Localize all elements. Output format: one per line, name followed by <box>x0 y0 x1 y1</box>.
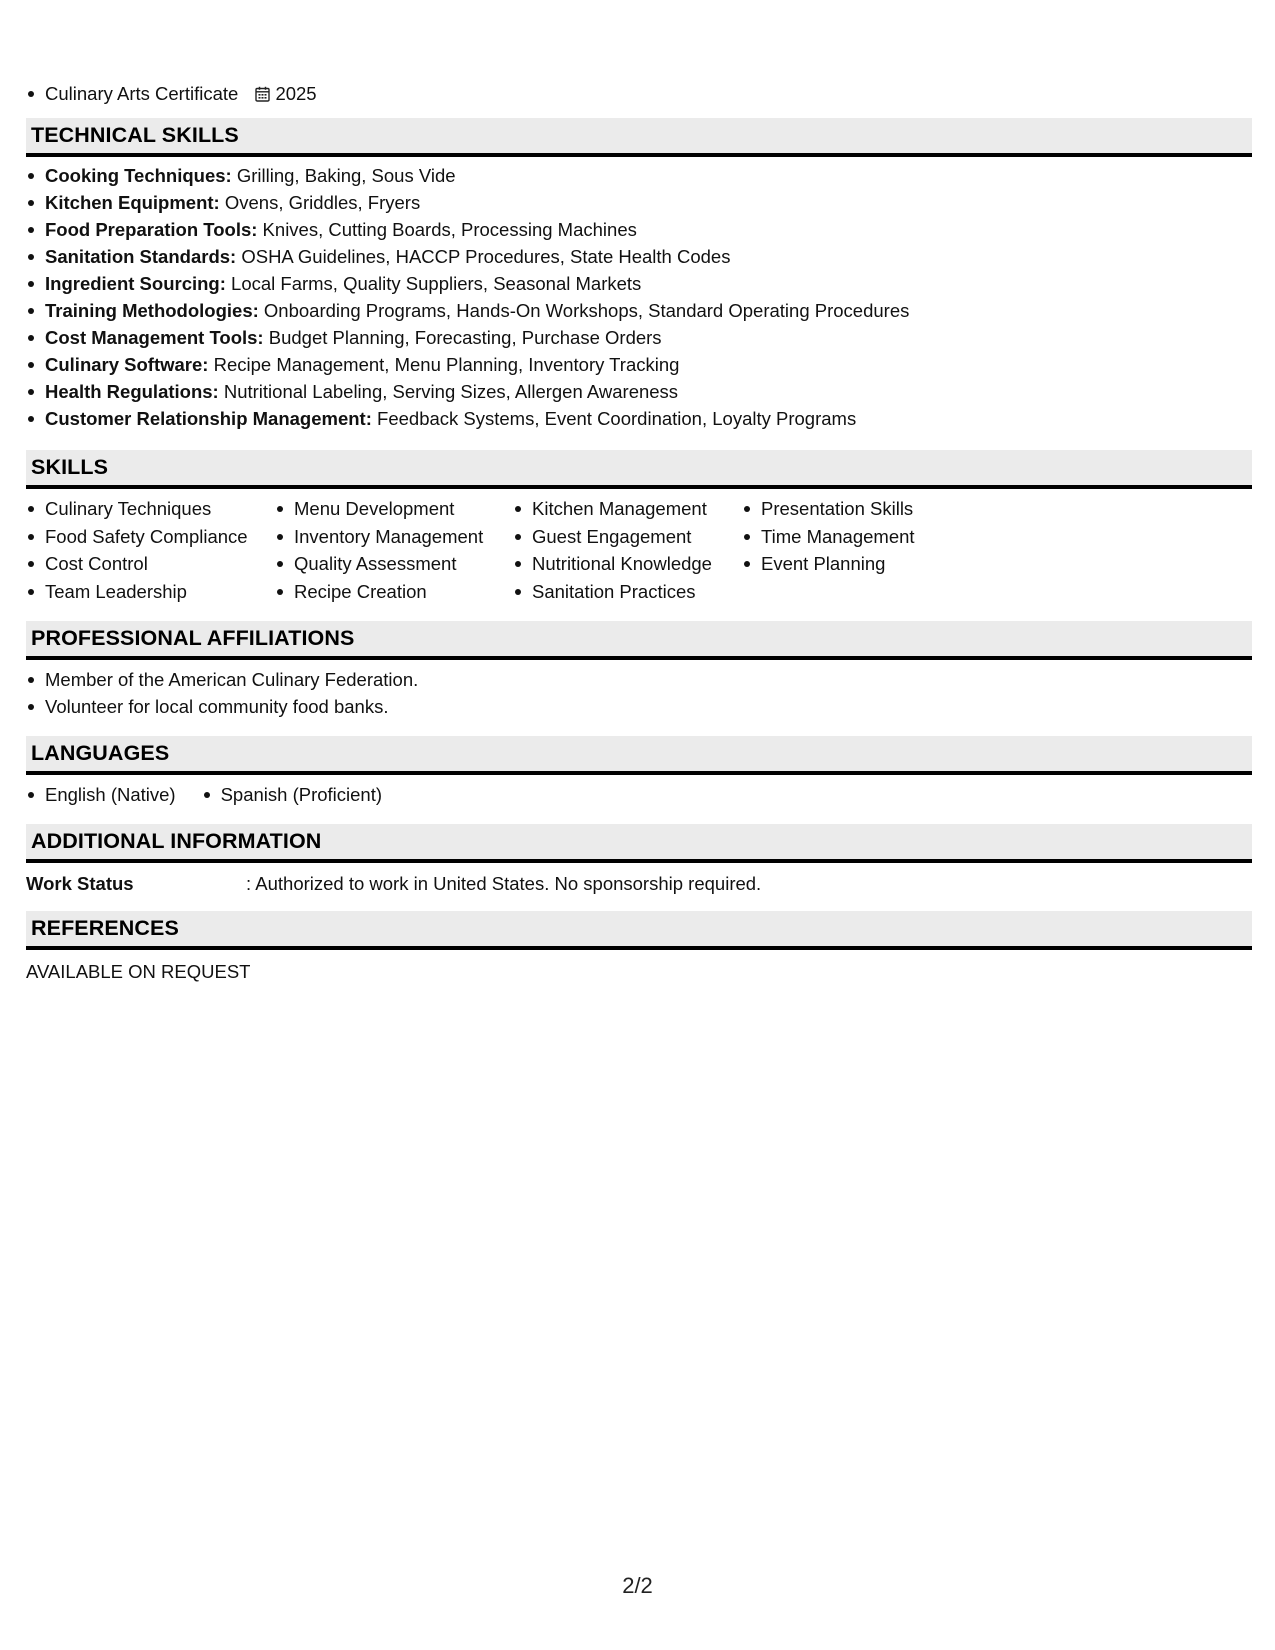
skill-category: Culinary Software: <box>45 354 209 375</box>
affiliations-heading: PROFESSIONAL AFFILIATIONS <box>26 621 1252 660</box>
references-text: AVAILABLE ON REQUEST <box>26 961 251 982</box>
technical-skills-section <box>26 118 1252 432</box>
skill-item: Time Management <box>742 523 942 551</box>
skill-category: Cooking Techniques: <box>45 165 232 186</box>
work-status-value: : Authorized to work in United States. No sponsorship required. <box>246 873 762 894</box>
additional-info-heading: ADDITIONAL INFORMATION <box>26 824 1252 863</box>
skill-item: Menu Development <box>275 495 513 523</box>
skill-item: Quality Assessment <box>275 550 513 578</box>
skill-category: Kitchen Equipment: <box>45 192 220 213</box>
skill-item: Cost Control <box>26 550 275 578</box>
skill-values: Knives, Cutting Boards, Processing Machines <box>257 219 637 240</box>
technical-skill-item <box>26 216 1252 243</box>
skill-values: Budget Planning, Forecasting, Purchase Orders <box>263 327 662 348</box>
work-status-row <box>26 863 1252 897</box>
skill-category: Customer Relationship Management: <box>45 408 372 429</box>
skill-category: Sanitation Standards: <box>45 246 237 267</box>
affiliations-section <box>26 621 1252 720</box>
skill-values: Grilling, Baking, Sous Vide <box>231 165 456 186</box>
affiliation-item: Member of the American Culinary Federation. <box>26 666 1252 693</box>
skill-item: Recipe Creation <box>275 578 513 606</box>
certification-item <box>26 80 317 107</box>
skill-category: Health Regulations: <box>45 381 219 402</box>
skills-section <box>26 450 1252 605</box>
language-item: Spanish (Proficient) <box>202 781 382 808</box>
language-item: English (Native) <box>26 781 176 808</box>
references-heading: REFERENCES <box>26 911 1252 950</box>
languages-section <box>26 736 1252 808</box>
references-section <box>26 911 1252 985</box>
technical-skill-item <box>26 378 1252 405</box>
certification-name: Culinary Arts Certificate <box>45 83 239 104</box>
skills-heading: SKILLS <box>26 450 1252 489</box>
languages-heading: LANGUAGES <box>26 736 1252 775</box>
skill-item: Guest Engagement <box>513 523 742 551</box>
technical-skill-item <box>26 243 1252 270</box>
affiliations-list <box>26 660 1252 720</box>
skill-values: Nutritional Labeling, Serving Sizes, Allergen Awareness <box>218 381 679 402</box>
technical-skill-item <box>26 162 1252 189</box>
affiliation-item: Volunteer for local community food banks. <box>26 693 1252 720</box>
technical-skill-item <box>26 297 1252 324</box>
skills-grid <box>26 489 1252 605</box>
skill-values: Ovens, Griddles, Fryers <box>219 192 421 213</box>
skill-item: Event Planning <box>742 550 942 578</box>
skill-item: Food Safety Compliance <box>26 523 275 551</box>
skills-column <box>742 495 942 605</box>
technical-skill-item <box>26 351 1252 378</box>
work-status-label: Work Status <box>26 873 134 894</box>
skills-column <box>513 495 742 605</box>
skill-item: Sanitation Practices <box>513 578 742 606</box>
skill-item: Nutritional Knowledge <box>513 550 742 578</box>
skill-category: Cost Management Tools: <box>45 327 264 348</box>
certifications-list <box>26 80 317 107</box>
languages-list <box>26 775 1252 808</box>
skill-item: Culinary Techniques <box>26 495 275 523</box>
additional-info-section <box>26 824 1252 897</box>
technical-skill-item <box>26 324 1252 351</box>
skill-item: Inventory Management <box>275 523 513 551</box>
skill-category: Training Methodologies: <box>45 300 259 321</box>
page-number: 2/2 <box>622 1573 653 1598</box>
technical-skill-item <box>26 189 1252 216</box>
skill-category: Ingredient Sourcing: <box>45 273 226 294</box>
skill-values: Local Farms, Quality Suppliers, Seasonal Markets <box>225 273 642 294</box>
skill-values: OSHA Guidelines, HACCP Procedures, State Health Codes <box>236 246 731 267</box>
skill-item: Kitchen Management <box>513 495 742 523</box>
skill-item: Team Leadership <box>26 578 275 606</box>
skills-column <box>275 495 513 605</box>
skill-values: Onboarding Programs, Hands-On Workshops, Standard Operating Procedures <box>258 300 910 321</box>
technical-skills-heading: TECHNICAL SKILLS <box>26 118 1252 157</box>
skill-values: Feedback Systems, Event Coordination, Loyalty Programs <box>371 408 857 429</box>
skill-category: Food Preparation Tools: <box>45 219 258 240</box>
technical-skill-item <box>26 405 1252 432</box>
calendar-icon <box>255 86 270 102</box>
skill-values: Recipe Management, Menu Planning, Inventory Tracking <box>208 354 680 375</box>
technical-skills-list <box>26 157 1252 432</box>
skill-item: Presentation Skills <box>742 495 942 523</box>
certification-year: 2025 <box>275 83 317 104</box>
skills-column <box>26 495 275 605</box>
technical-skill-item <box>26 270 1252 297</box>
